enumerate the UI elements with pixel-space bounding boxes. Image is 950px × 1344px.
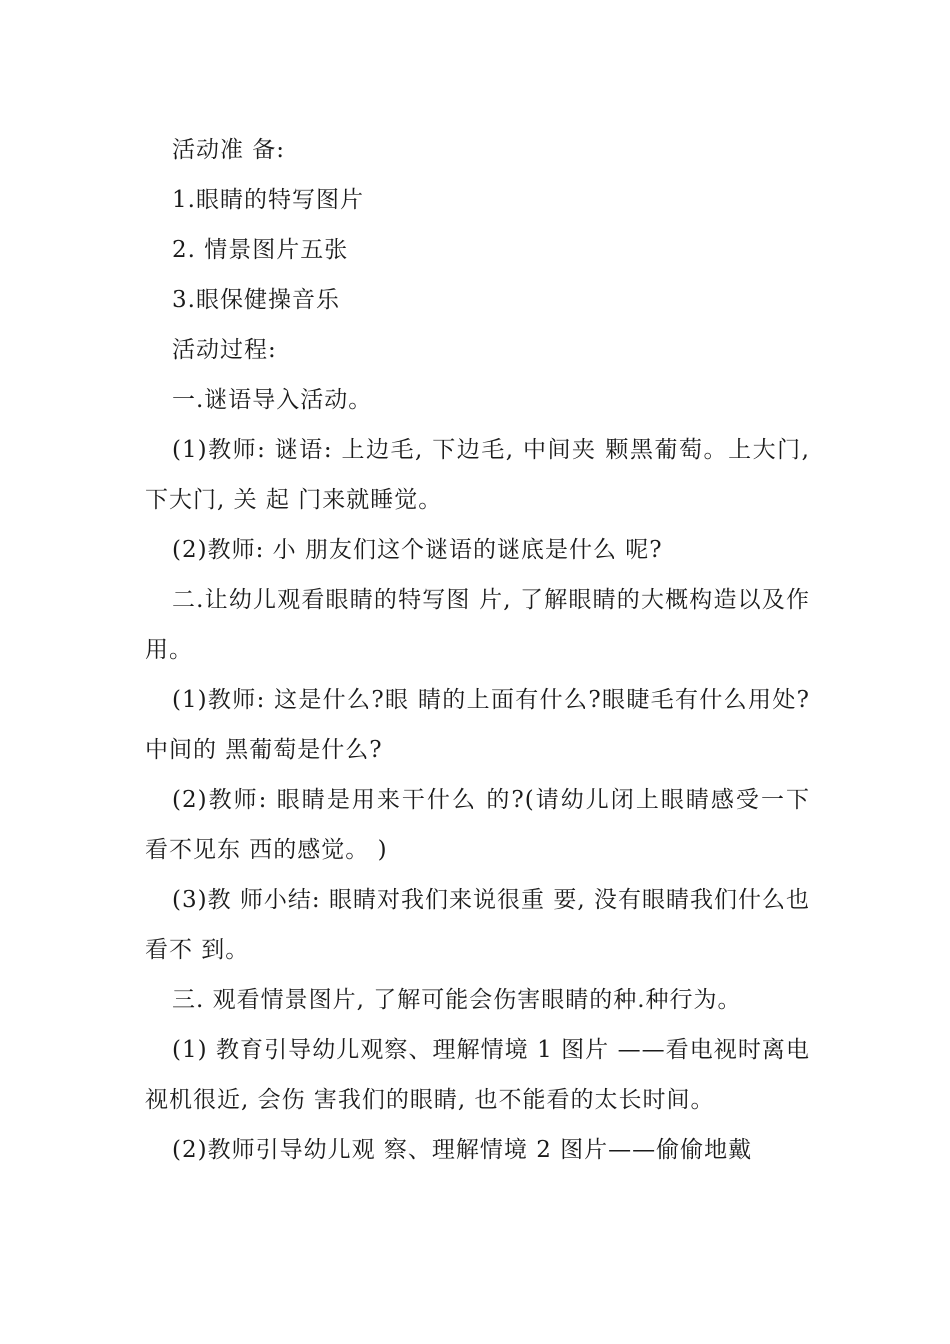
paragraph-section-2: 二.让幼儿观看眼睛的特写图 片, 了解眼睛的大概构造以及作 用。 (145, 587, 810, 663)
paragraph-section-1: 一.谜语导入活动。 (172, 387, 373, 413)
paragraph-teacher-summary: (3)教 师小结: 眼睛对我们来说很重 要, 没有眼睛我们什么也看不 到。 (145, 887, 810, 963)
paragraph-prep-item-3: 3.眼保健操音乐 (172, 287, 340, 313)
paragraph-riddle: (1)教师: 谜语: 上边毛, 下边毛, 中间夹 颗黑葡萄。上大门, 下大门, 关 起 门来就睡觉。 (145, 437, 810, 513)
paragraph-eye-usage: (2)教师: 眼睛是用来干什么 的?(请幼儿闭上眼睛感受一下 看不见东 西的感觉。 ) (145, 787, 810, 863)
paragraph-prep-item-1: 1.眼睛的特写图片 (172, 187, 364, 213)
paragraph-scenario-2: (2)教师引导幼儿观 察、理解情境 2 图片——偷偷地戴 (172, 1137, 753, 1163)
paragraph-section-3: 三. 观看情景图片, 了解可能会伤害眼睛的种.种行为。 (172, 987, 742, 1013)
paragraph-riddle-question: (2)教师: 小 朋友们这个谜语的谜底是什么 呢? (172, 537, 663, 563)
paragraph-eye-questions: (1)教师: 这是什么?眼 睛的上面有什么?眼睫毛有什么用处?中间的 黑葡萄是什么? (145, 687, 810, 763)
paragraph-scenario-1: (1) 教育引导幼儿观察、理解情境 1 图片 ——看电视时离电视机很近, 会伤 害我们的眼睛, 也不能看的太长时间。 (145, 1037, 810, 1113)
paragraph-prep-item-2: 2. 情景图片五张 (172, 237, 349, 263)
paragraph-prep-heading: 活动准 备: (172, 137, 286, 163)
paragraph-process-heading: 活动过程: (172, 337, 277, 363)
document-body (145, 125, 810, 1175)
